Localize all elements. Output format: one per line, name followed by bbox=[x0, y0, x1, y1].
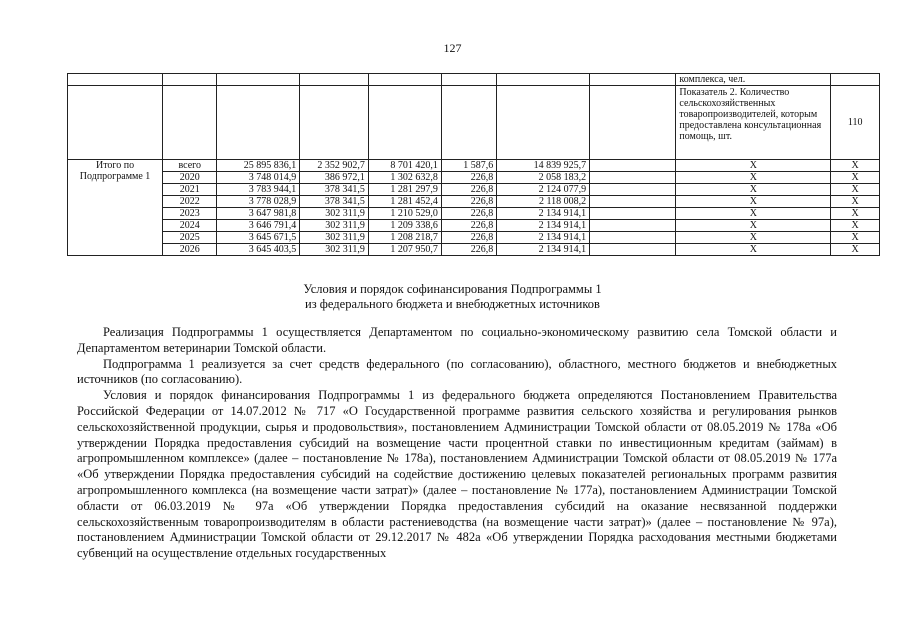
total-cell: 3 748 014,9 bbox=[217, 172, 300, 184]
regional-cell: 1 281 297,9 bbox=[368, 184, 441, 196]
regional-cell: 1 210 529,0 bbox=[368, 208, 441, 220]
offbudget-cell: 2 134 914,1 bbox=[497, 244, 590, 256]
financing-table bbox=[67, 73, 880, 256]
regional-cell: 1 207 950,7 bbox=[368, 244, 441, 256]
regional-cell: 8 701 420,1 bbox=[368, 160, 441, 172]
total-cell: 3 783 944,1 bbox=[217, 184, 300, 196]
period-cell: 2026 bbox=[163, 244, 217, 256]
local-cell: 226,8 bbox=[441, 184, 496, 196]
period-cell: всего bbox=[163, 160, 217, 172]
total-cell: 25 895 836,1 bbox=[217, 160, 300, 172]
body-text bbox=[77, 325, 837, 562]
total-label: Итого по Подпрограмме 1 bbox=[68, 160, 163, 256]
federal-cell: 302 311,9 bbox=[300, 232, 369, 244]
section-title bbox=[0, 282, 905, 312]
section-title-line-1: Условия и порядок софинансирования Подпрограммы 1 bbox=[303, 282, 602, 296]
regional-cell: 1 208 218,7 bbox=[368, 232, 441, 244]
period-cell: 2021 bbox=[163, 184, 217, 196]
local-cell: 1 587,6 bbox=[441, 160, 496, 172]
period-cell: 2024 bbox=[163, 220, 217, 232]
total-cell: 3 645 403,5 bbox=[217, 244, 300, 256]
table-row-indicator-2 bbox=[68, 86, 880, 160]
page-number: 127 bbox=[443, 41, 462, 55]
indicator-2-value: 110 bbox=[831, 86, 880, 160]
federal-cell: 302 311,9 bbox=[300, 220, 369, 232]
value-cell: X bbox=[831, 160, 880, 172]
local-cell: 226,8 bbox=[441, 208, 496, 220]
table-row bbox=[68, 232, 880, 244]
total-cell: 3 778 028,9 bbox=[217, 196, 300, 208]
value-cell: X bbox=[831, 220, 880, 232]
local-cell: 226,8 bbox=[441, 196, 496, 208]
value-cell: X bbox=[831, 232, 880, 244]
regional-cell: 1 302 632,8 bbox=[368, 172, 441, 184]
paragraph: Условия и порядок финансирования Подпрограммы 1 из федерального бюджета определяются Постановлением Правительства Российской Федерации от 14.07.2012 № 717 «О Государственной программе развития сельского хозяйства и регулирования рынков сельскохозяйственной продукции, сырья и продовольствия», постановлением Администрации Томской области от 08.05.2019 № 178а «Об утверждении Порядка предоставления субсидий на возмещение части процентной ставки по инвестиционным кредитам (займам) в агропромышленном комплексе» (далее – постановление № 178а), постановлением Администрации Томской области от 08.05.2019 № 177а «Об утверждении Порядка предоставления субсидий на содействие достижению целевых показателей региональных программ развития агропромышленного комплекса (на возмещение части затрат)» (далее – постановление № 177а), постановлением Администрации Томской области от 06.03.2019 № 97а «Об утверждении Порядка предоставления субсидий на оказание несвязанной поддержки сельскохозяйственным товаропроизводителям в области растениеводства (на возмещение части затрат)» (далее – постановление № 97а), постановлением Администрации Томской области от 29.12.2017 № 482а «Об утверждении Порядка расходования местными бюджетами субвенций на осуществление отдельных государственных bbox=[77, 388, 837, 561]
offbudget-cell: 2 134 914,1 bbox=[497, 232, 590, 244]
offbudget-cell: 2 134 914,1 bbox=[497, 208, 590, 220]
federal-cell: 2 352 902,7 bbox=[300, 160, 369, 172]
period-cell: 2025 bbox=[163, 232, 217, 244]
federal-cell: 378 341,5 bbox=[300, 196, 369, 208]
offbudget-cell: 2 058 183,2 bbox=[497, 172, 590, 184]
indicator-cell: X bbox=[676, 208, 831, 220]
period-cell: 2023 bbox=[163, 208, 217, 220]
indicator-cell: X bbox=[676, 220, 831, 232]
value-cell: X bbox=[831, 172, 880, 184]
indicator-cell: X bbox=[676, 244, 831, 256]
offbudget-cell: 2 118 008,2 bbox=[497, 196, 590, 208]
local-cell: 226,8 bbox=[441, 232, 496, 244]
table-row bbox=[68, 220, 880, 232]
indicator-cell: X bbox=[676, 184, 831, 196]
total-cell: 3 645 671,5 bbox=[217, 232, 300, 244]
indicator-cell: X bbox=[676, 196, 831, 208]
table-row bbox=[68, 160, 880, 172]
section-title-line-2: из федерального бюджета и внебюджетных источников bbox=[305, 297, 600, 311]
offbudget-cell: 2 134 914,1 bbox=[497, 220, 590, 232]
local-cell: 226,8 bbox=[441, 244, 496, 256]
paragraph: Реализация Подпрограммы 1 осуществляется Департаментом по социально-экономическому развитию села Томской области и Департаментом ветеринарии Томской области. bbox=[77, 325, 837, 355]
total-cell: 3 646 791,4 bbox=[217, 220, 300, 232]
offbudget-cell: 14 839 925,7 bbox=[497, 160, 590, 172]
table-row bbox=[68, 184, 880, 196]
table-row-indicator-continuation bbox=[68, 74, 880, 86]
table-row bbox=[68, 196, 880, 208]
local-cell: 226,8 bbox=[441, 172, 496, 184]
federal-cell: 386 972,1 bbox=[300, 172, 369, 184]
regional-cell: 1 209 338,6 bbox=[368, 220, 441, 232]
paragraph: Подпрограмма 1 реализуется за счет средств федерального (по согласованию), областного, местного бюджетов и внебюджетных источников (по согласованию). bbox=[77, 356, 837, 387]
table-row bbox=[68, 208, 880, 220]
table-row bbox=[68, 172, 880, 184]
indicator-cell: X bbox=[676, 232, 831, 244]
indicator-continuation: комплекса, чел. bbox=[676, 74, 831, 86]
indicator-cell: X bbox=[676, 160, 831, 172]
value-cell: X bbox=[831, 208, 880, 220]
regional-cell: 1 281 452,4 bbox=[368, 196, 441, 208]
value-cell: X bbox=[831, 196, 880, 208]
value-cell: X bbox=[831, 184, 880, 196]
indicator-2-text: Показатель 2. Количество сельскохозяйственных товаропроизводителей, которым предоставлена консультационная помощь, шт. bbox=[676, 86, 831, 160]
period-cell: 2022 bbox=[163, 196, 217, 208]
total-cell: 3 647 981,8 bbox=[217, 208, 300, 220]
local-cell: 226,8 bbox=[441, 220, 496, 232]
offbudget-cell: 2 124 077,9 bbox=[497, 184, 590, 196]
federal-cell: 378 341,5 bbox=[300, 184, 369, 196]
table-row bbox=[68, 244, 880, 256]
value-cell: X bbox=[831, 244, 880, 256]
period-cell: 2020 bbox=[163, 172, 217, 184]
federal-cell: 302 311,9 bbox=[300, 208, 369, 220]
indicator-cell: X bbox=[676, 172, 831, 184]
federal-cell: 302 311,9 bbox=[300, 244, 369, 256]
